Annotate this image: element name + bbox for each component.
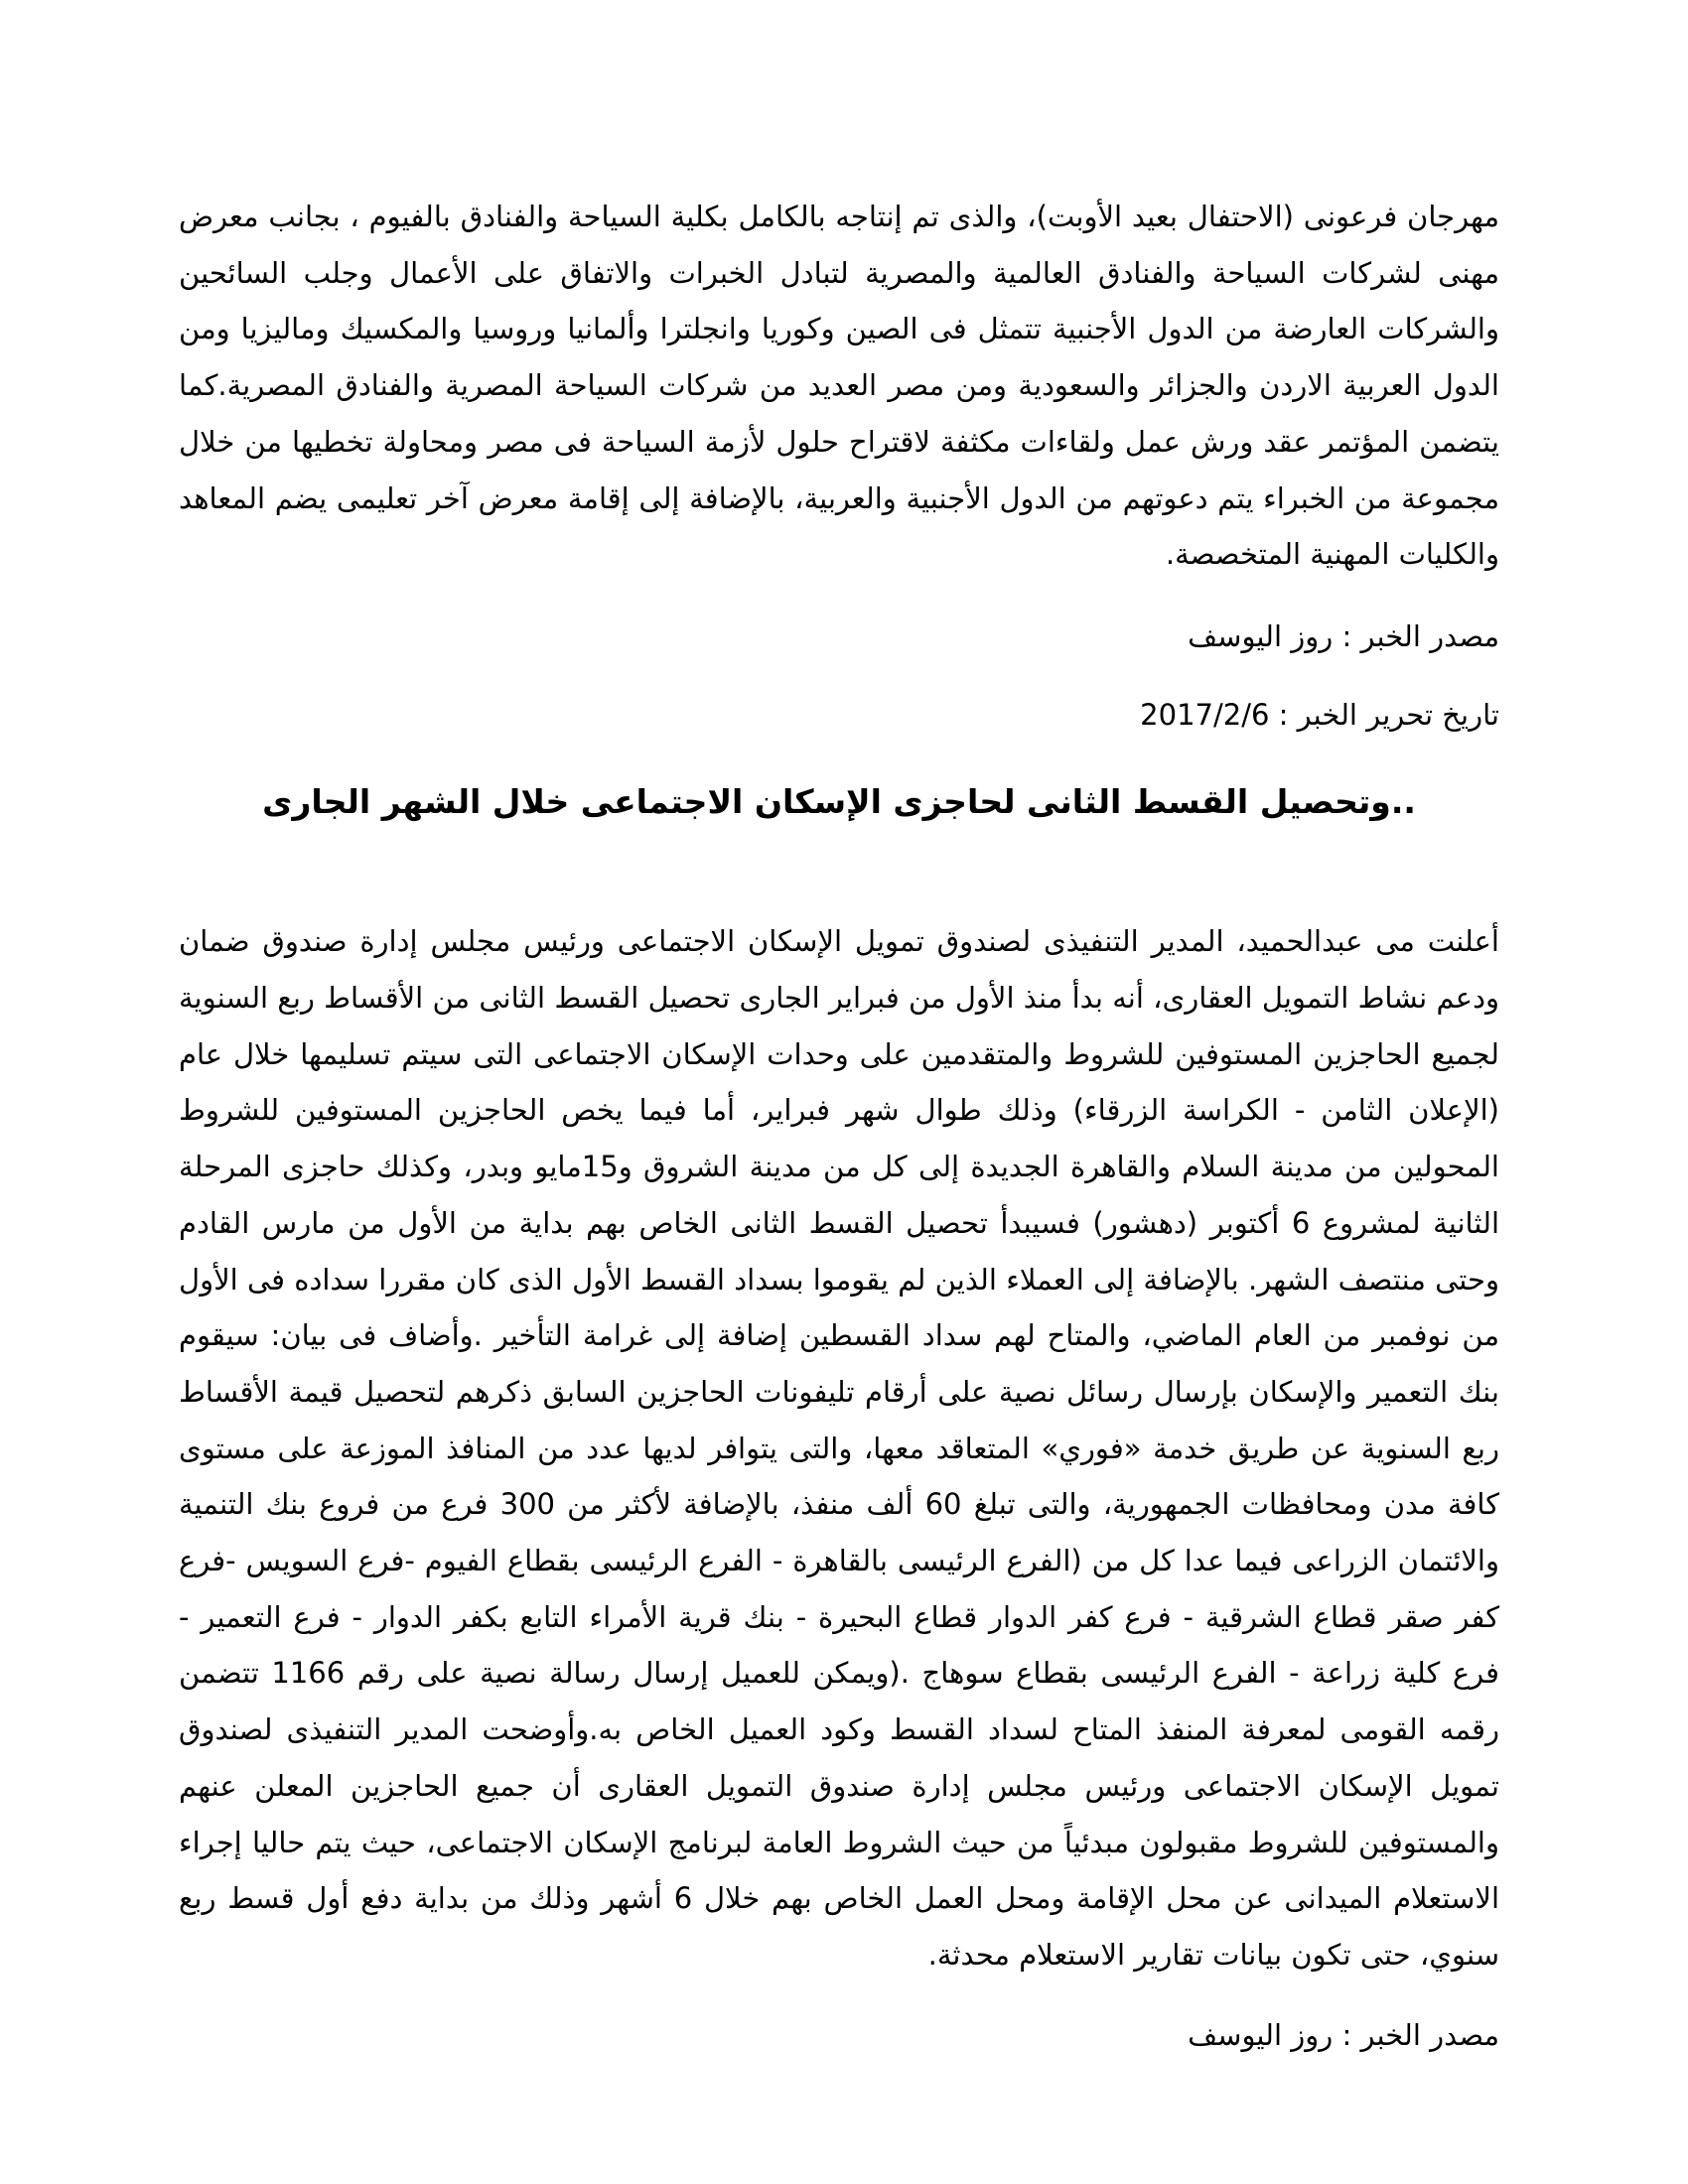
- article-1-body: مهرجان فرعونى (الاحتفال بعيد الأوبت)، والذى تم إنتاجه بالكامل بكلية السياحة والفنادق بالفيوم ، بجانب معرض مهنى لشركات السياحة والفنادق العالمية والمصرية لتبادل الخبرات والاتفاق على الأعمال وجلب السائحين والشركات العارضة من الدول الأجنبية تتمثل فى الصين وكوريا وانجلترا وألمانيا وروسيا والمكسيك وماليزيا ومن الدول العربية الاردن والجزائر والسعودية ومن مصر العديد من شركات السياحة المصرية والفنادق المصرية.كما يتضمن المؤتمر عقد ورش عمل ولقاءات مكثفة لاقتراح حلول لأزمة السياحة فى مصر ومحاولة تخطيها من خلال مجموعة من الخبراء يتم دعوتهم من الدول الأجنبية والعربية، بالإضافة إلى إقامة معرض آخر تعليمى يضم المعاهد والكليات المهنية المتخصصة.: [179, 200, 1499, 572]
- article-1-date: تاريخ تحرير الخبر : 2017/2/6: [1140, 697, 1499, 732]
- document-page: [179, 189, 1499, 2063]
- article-2-headline: ..وتحصيل القسط الثانى لحاجزى الإسكان الاجتماعى خلال الشهر الجارى: [262, 782, 1416, 822]
- article-2-body: أعلنت مى عبدالحميد، المدير التنفيذى لصندوق تمويل الإسكان الاجتماعى ورئيس مجلس إدارة صندوق ضمان ودعم نشاط التمويل العقارى، أنه بدأ منذ الأول من فبراير الجارى تحصيل القسط الثانى من الأقساط ربع السنوية لجميع الحاجزين المستوفين للشروط والمتقدمين على وحدات الإسكان الاجتماعى التى سيتم تسليمها خلال عام (الإعلان الثامن - الكراسة الزرقاء) وذلك طوال شهر فبراير، أما فيما يخص الحاجزين المستوفين للشروط المحولين من مدينة السلام والقاهرة الجديدة إلى كل من مدينة الشروق و15مايو وبدر، وكذلك حاجزى المرحلة الثانية لمشروع 6 أكتوبر (دهشور) فسيبدأ تحصيل القسط الثانى الخاص بهم بداية من الأول من مارس القادم وحتى منتصف الشهر. بالإضافة إلى العملاء الذين لم يقوموا بسداد القسط الأول الذى كان مقررا سداده فى الأول من نوفمبر من العام الماضي، والمتاح لهم سداد القسطين إضافة إلى غرامة التأخير .وأضاف فى بيان: سيقوم بنك التعمير والإسكان بإرسال رسائل نصية على أرقام تليفونات الحاجزين السابق ذكرهم لتحصيل قيمة الأقساط ربع السنوية عن طريق خدمة «فوري» المتعاقد معها، والتى يتوافر لديها عدد من المنافذ الموزعة على مستوى كافة مدن ومحافظات الجمهورية، والتى تبلغ 60 ألف منفذ، بالإضافة لأكثر من 300 فرع من فروع بنك التنمية والائتمان الزراعى فيما عدا كل من (الفرع الرئيسى بالقاهرة - الفرع الرئيسى بقطاع الفيوم -فرع السويس -فرع كفر صقر قطاع الشرقية - فرع كفر الدوار قطاع البحيرة - بنك قرية الأمراء التابع بكفر الدوار - فرع التعمير - فرع كلية زراعة - الفرع الرئيسى بقطاع سوهاج .(ويمكن للعميل إرسال رسالة نصية على رقم 1166 تتضمن رقمه القومى لمعرفة المنفذ المتاح لسداد القسط وكود العميل الخاص به.وأوضحت المدير التنفيذى لصندوق تمويل الإسكان الاجتماعى ورئيس مجلس إدارة صندوق التمويل العقارى أن جميع الحاجزين المعلن عنهم والمستوفين للشروط مقبولون مبدئياً من حيث الشروط العامة لبرنامج الإسكان الاجتماعى، حيث يتم حاليا إجراء الاستعلام الميدانى عن محل الإقامة ومحل العمل الخاص بهم خلال 6 أشهر وذلك من بداية دفع أول قسط ربع سنوي، حتى تكون بيانات تقارير الاستعلام محدثة.: [179, 924, 1500, 1972]
- article-2-source: مصدر الخبر : روز اليوسف: [1188, 2017, 1499, 2052]
- article-1-source: مصدر الخبر : روز اليوسف: [1188, 618, 1499, 653]
